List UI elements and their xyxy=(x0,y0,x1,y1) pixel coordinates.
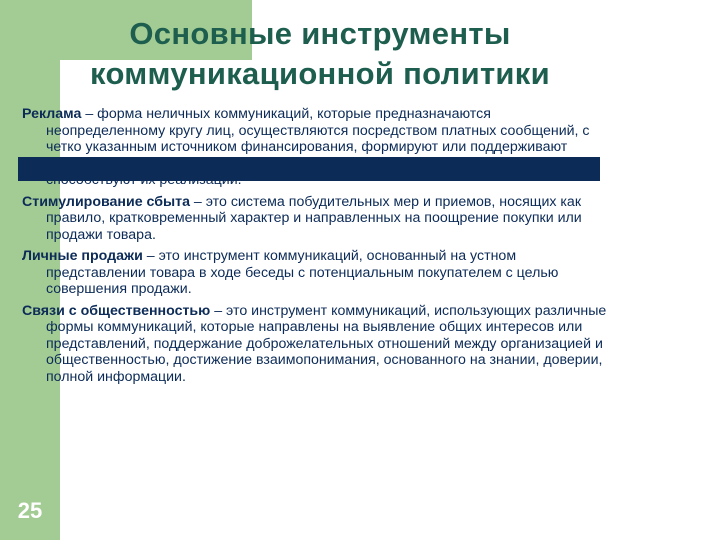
paragraph-public-relations xyxy=(22,303,612,386)
definition-advertising: – форма неличных коммуникаций, которые предназначаются неопределенному кругу лиц, осуществляются посредством платных сообщений, с четко указанным источником финансирования, формируют или поддерживают xyxy=(46,106,590,155)
slide-title xyxy=(40,14,600,94)
slide-body xyxy=(22,106,612,390)
title-line-2: коммуникационной политики xyxy=(90,56,550,91)
term-sales-promotion: Стимулирование сбыта xyxy=(22,193,190,210)
term-public-relations: Связи с общественностью xyxy=(22,302,211,319)
paragraph-sales-promotion xyxy=(22,194,612,244)
term-advertising: Реклама xyxy=(22,106,82,122)
title-line-1: Основные инструменты xyxy=(129,16,511,51)
slide-number: 25 xyxy=(17,498,43,523)
divider-bar xyxy=(18,157,600,181)
term-personal-selling: Личные продажи xyxy=(22,248,143,264)
definition-personal-selling: – это инструмент коммуникаций, основанный на устном представлении товара в ходе беседы с потенциальным покупателем с целью совершения продажи. xyxy=(46,248,559,297)
paragraph-personal-selling xyxy=(22,248,612,298)
definition-sales-promotion: – это система побудительных мер и приемов, носящих как правило, кратковременный характер и направленных на поощрение покупки или продажи товара. xyxy=(46,193,582,243)
definition-public-relations: – это инструмент коммуникаций, использующих различные формы коммуникаций, которые направлены на выявление общих интересов или представлений, поддержание доброжелательных отношений между организацией и общественностью, достижение взаимопонимания, основанного на знании, доверии, полной информации. xyxy=(46,302,607,385)
